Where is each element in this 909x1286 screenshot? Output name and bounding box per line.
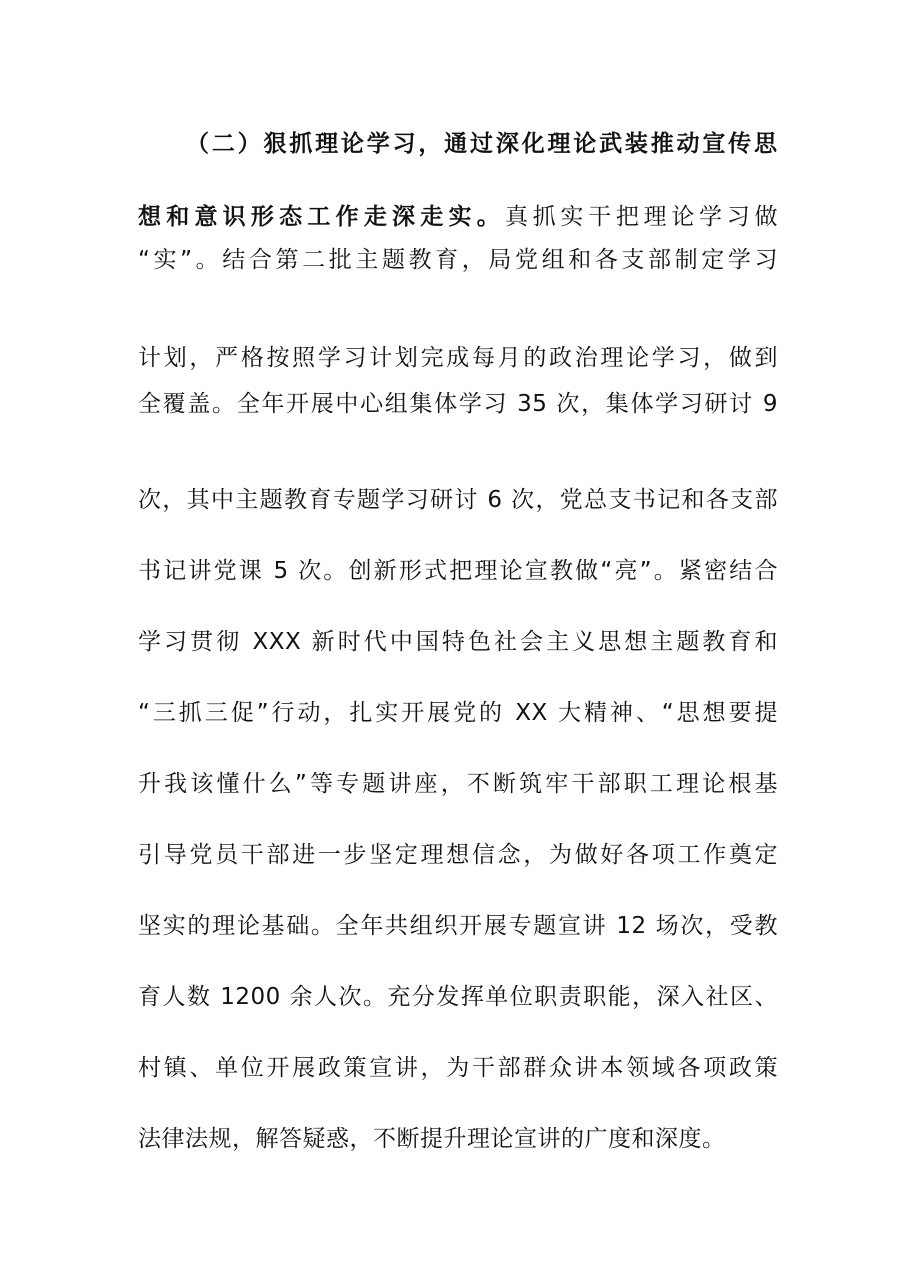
paragraph-line-9 — [138, 693, 778, 733]
paragraph-line-5 — [138, 384, 778, 424]
paragraph-line-11 — [138, 835, 778, 875]
line-text-12: 坚实的理论基础。全年共组织开展专题宣讲 12 场次，受教 — [138, 913, 778, 939]
line-text-6: 次，其中主题教育专题学习研讨 6 次，党总支书记和各支部 — [138, 487, 778, 513]
paragraph-line-1 — [186, 124, 778, 164]
paragraph-line-3 — [138, 240, 778, 280]
paragraph-line-2 — [138, 197, 778, 237]
paragraph-line-12 — [138, 906, 778, 946]
paragraph-line-6 — [138, 480, 778, 520]
paragraph-line-13 — [138, 977, 778, 1017]
paragraph-line-8 — [138, 622, 778, 662]
line-text-3: “实”。结合第二批主题教育，局党组和各支部制定学习 — [138, 247, 778, 273]
paragraph-line-15 — [138, 1119, 778, 1159]
line-text-5: 全覆盖。全年开展中心组集体学习 35 次，集体学习研讨 9 — [138, 391, 778, 417]
line-text-9: “三抓三促”行动，扎实开展党的 XX 大精神、“思想要提 — [138, 700, 778, 726]
paragraph-line-14 — [138, 1048, 778, 1088]
line-text-13: 育人数 1200 余人次。充分发挥单位职责职能，深入社区、 — [138, 984, 778, 1010]
paragraph-line-10 — [138, 764, 778, 804]
line-text-8: 学习贯彻 XXX 新时代中国特色社会主义思想主题教育和 — [138, 629, 778, 655]
line-text-2: 真抓实干把理论学习做 — [504, 204, 779, 230]
section-heading-part-1: （二）狠抓理论学习，通过深化理论武装推动宣传思 — [186, 131, 778, 157]
line-text-4: 计划，严格按照学习计划完成每月的政治理论学习，做到 — [138, 345, 778, 371]
line-text-15: 法律法规，解答疑惑，不断提升理论宣讲的广度和深度。 — [138, 1126, 726, 1152]
paragraph-line-7 — [138, 551, 778, 591]
section-heading-part-2: 想和意识形态工作走深走实。 — [138, 204, 505, 230]
line-text-10: 升我该懂什么”等专题讲座，不断筑牢干部职工理论根基 — [138, 771, 778, 797]
line-text-7: 书记讲党课 5 次。创新形式把理论宣教做“亮”。紧密结合 — [138, 558, 778, 584]
paragraph-line-4 — [138, 338, 778, 378]
line-text-14: 村镇、单位开展政策宣讲，为干部群众讲本领域各项政策 — [138, 1055, 778, 1081]
line-text-11: 引导党员干部进一步坚定理想信念，为做好各项工作奠定 — [138, 842, 778, 868]
